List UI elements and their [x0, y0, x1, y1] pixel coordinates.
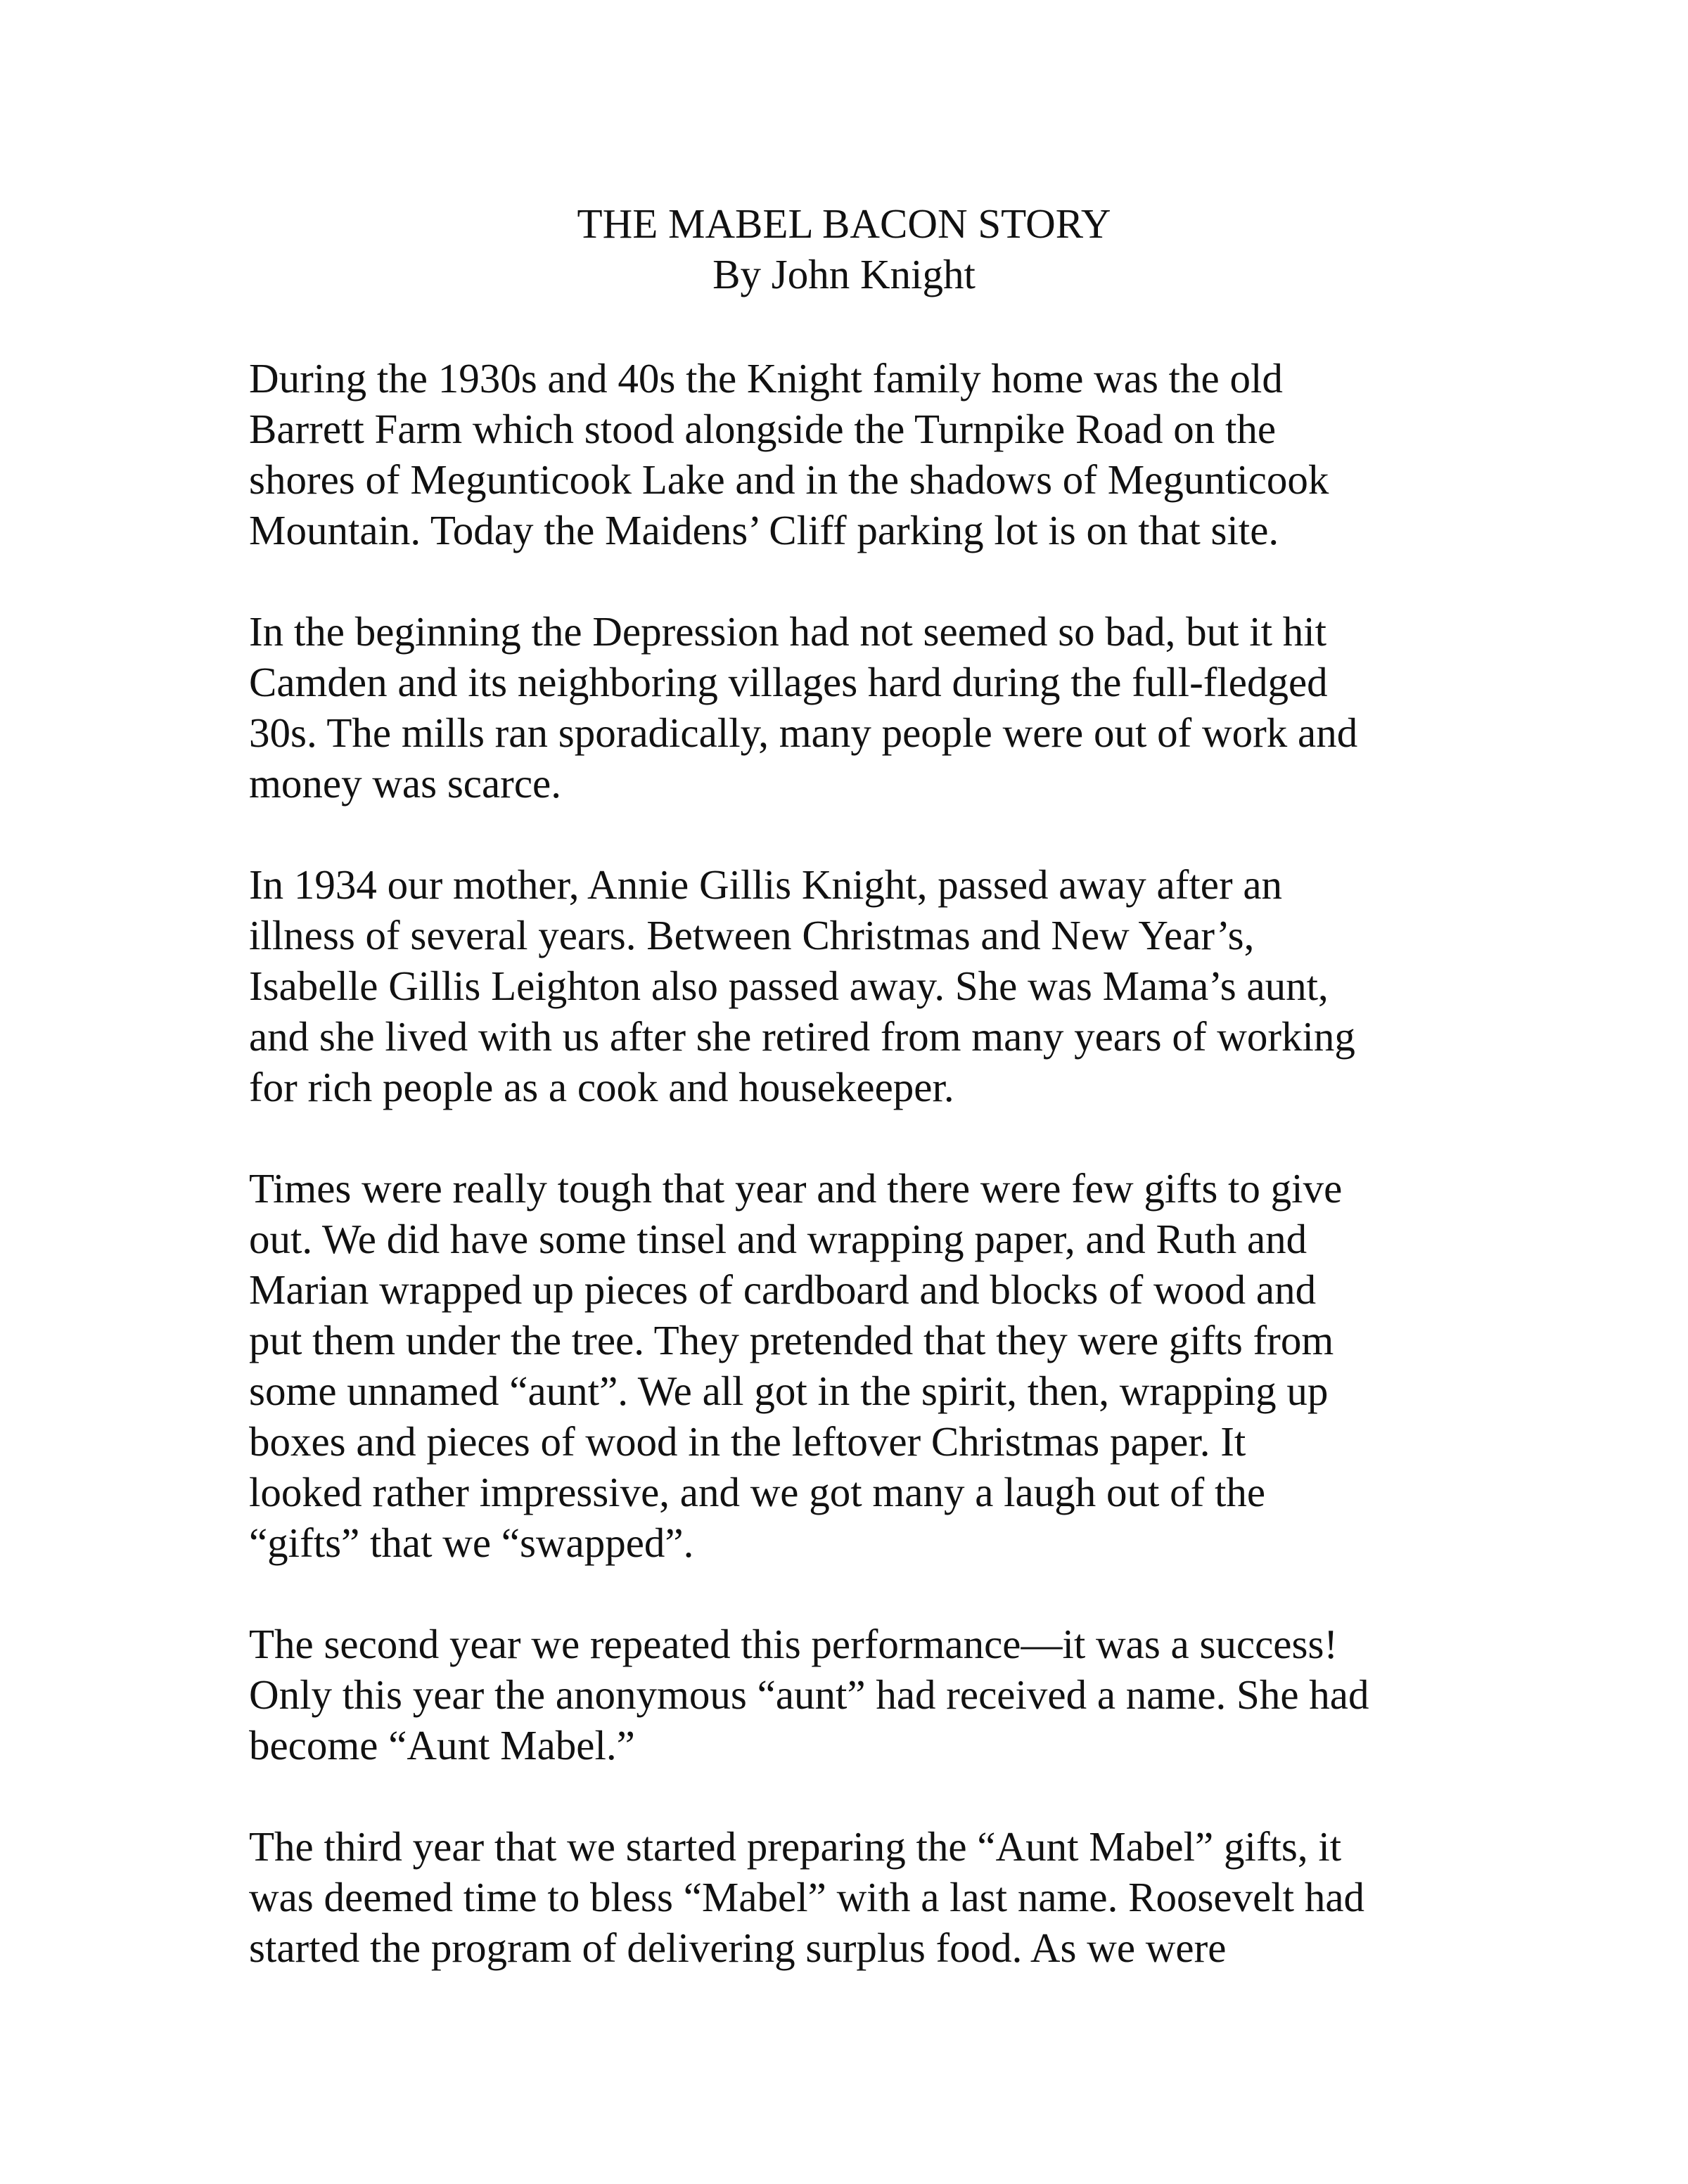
document-byline: By John Knight: [712, 251, 976, 297]
text-line: become “Aunt Mabel.”: [249, 1722, 635, 1768]
text-line: for rich people as a cook and housekeeper.: [249, 1064, 954, 1110]
text-line: During the 1930s and 40s the Knight family home was the old: [249, 355, 1283, 402]
text-line: The second year we repeated this performance—it was a success!: [249, 1621, 1338, 1667]
text-line: 30s. The mills ran sporadically, many people were out of work and: [249, 709, 1358, 756]
text-line: In 1934 our mother, Annie Gillis Knight, passed away after an: [249, 861, 1283, 908]
text-line: money was scarce.: [249, 760, 561, 807]
text-line: In the beginning the Depression had not seemed so bad, but it hit: [249, 608, 1327, 655]
text-line: some unnamed “aunt”. We all got in the spirit, then, wrapping up: [249, 1368, 1329, 1414]
text-line: out. We did have some tinsel and wrapping paper, and Ruth and: [249, 1216, 1307, 1262]
paragraph-2: [249, 606, 1487, 809]
text-line: Camden and its neighboring villages hard during the full-fledged: [249, 659, 1328, 705]
text-line: and she lived with us after she retired from many years of working: [249, 1013, 1355, 1060]
title-block: [0, 198, 1688, 300]
text-line: boxes and pieces of wood in the leftover Christmas paper. It: [249, 1418, 1246, 1465]
text-line: Mountain. Today the Maidens’ Cliff parking lot is on that site.: [249, 507, 1279, 553]
text-line: illness of several years. Between Christmas and New Year’s,: [249, 912, 1255, 958]
text-line: Only this year the anonymous “aunt” had received a name. She had: [249, 1671, 1369, 1718]
paragraph-5: [249, 1619, 1487, 1771]
paragraph-1: [249, 353, 1487, 555]
text-line: put them under the tree. They pretended that they were gifts from: [249, 1317, 1334, 1363]
text-line: Marian wrapped up pieces of cardboard and blocks of wood and: [249, 1266, 1317, 1313]
text-line: Barrett Farm which stood alongside the Turnpike Road on the: [249, 406, 1277, 452]
document-title: THE MABEL BACON STORY: [577, 200, 1111, 247]
text-line: looked rather impressive, and we got many a laugh out of the: [249, 1469, 1266, 1515]
text-line: shores of Megunticook Lake and in the shadows of Megunticook: [249, 456, 1329, 503]
text-line: was deemed time to bless “Mabel” with a last name. Roosevelt had: [249, 1874, 1364, 1920]
paragraph-4: [249, 1163, 1487, 1568]
text-line: Isabelle Gillis Leighton also passed away. She was Mama’s aunt,: [249, 963, 1329, 1009]
text-line: Times were really tough that year and there were few gifts to give: [249, 1165, 1343, 1212]
paragraph-3: [249, 859, 1487, 1112]
text-line: “gifts” that we “swapped”.: [249, 1520, 694, 1566]
paragraph-6: [249, 1821, 1487, 1973]
document-body: [249, 353, 1487, 2024]
text-line: started the program of delivering surplus food. As we were: [249, 1925, 1227, 1971]
text-line: The third year that we started preparing the “Aunt Mabel” gifts, it: [249, 1823, 1342, 1870]
